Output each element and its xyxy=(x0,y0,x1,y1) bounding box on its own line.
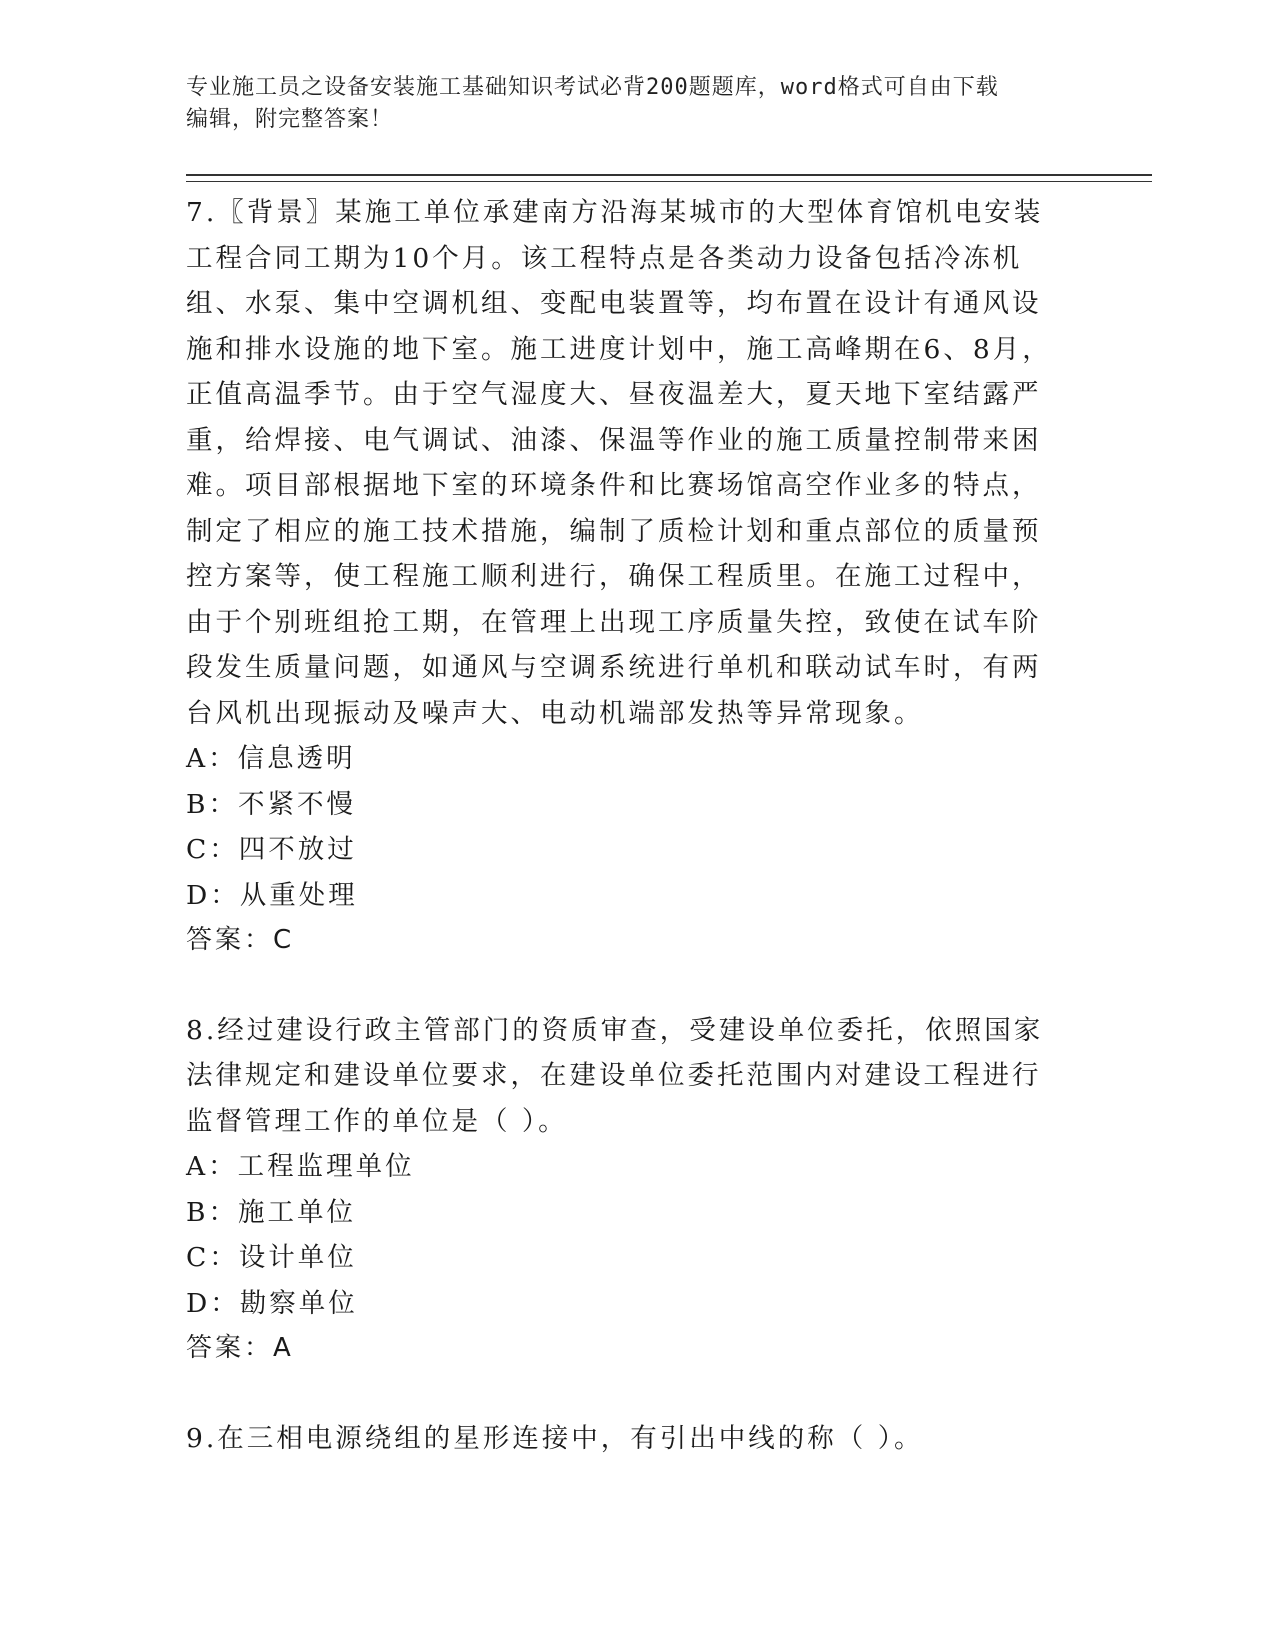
option-b: B：不紧不慢 xyxy=(186,788,356,820)
option-d: D：从重处理 xyxy=(186,879,358,911)
option-a: A：信息透明 xyxy=(186,743,356,774)
option-b: B：施工单位 xyxy=(186,1196,356,1228)
document-header xyxy=(186,72,1066,136)
header-divider-thin xyxy=(186,181,1152,182)
header-title-line-1: 专业施工员之设备安装施工基础知识考试必背200题题库，word格式可自由下载 xyxy=(186,75,999,100)
question-7 xyxy=(186,190,1066,964)
option-c: C：设计单位 xyxy=(186,1242,357,1273)
question-list xyxy=(186,190,1066,1461)
answer-label: 答案：A xyxy=(186,1333,294,1363)
header-divider-thick xyxy=(186,174,1152,176)
option-a: A：工程监理单位 xyxy=(186,1151,415,1182)
question-stem: 8.经过建设行政主管部门的资质审查，受建设单位委托，依照国家法律规定和建设单位要求，在建设单位委托范围内对建设工程进行监督管理工作的单位是（ ）。 xyxy=(186,1014,1044,1137)
question-spacer xyxy=(186,964,1066,1008)
question-8 xyxy=(186,1008,1066,1372)
question-stem: 7.〖背景〗某施工单位承建南方沿海某城市的大型体育馆机电安装工程合同工期为10个月。该工程特点是各类动力设备包括冷冻机组、水泵、集中空调机组、变配电装置等，均布置在设计有通风设施和排水设施的地下室。施工进度计划中，施工高峰期在6、8月，正值高温季节。由于空气湿度大、昼夜温差大，夏天地下室结露严重，给焊接、电气调试、油漆、保温等作业的施工质量控制带来困难。项目部根据地下室的环境条件和比赛场馆高空作业多的特点，制定了相应的施工技术措施，编制了质检计划和重点部位的质量预控方案等，使工程施工顺利进行，确保工程质里。在施工过程中，由于个别班组抢工期，在管理上出现工序质量失控，致使在试车阶段发生质量问题，如通风与空调系统进行单机和联动试车时，有两台风机出现振动及噪声大、电动机端部发热等异常现象。 xyxy=(186,197,1052,729)
header-title-line-2: 编辑，附完整答案！ xyxy=(186,107,394,132)
option-d: D：勘察单位 xyxy=(186,1287,358,1319)
question-9 xyxy=(186,1416,1066,1462)
option-c: C：四不放过 xyxy=(186,834,357,865)
question-spacer xyxy=(186,1372,1066,1416)
answer-label: 答案：C xyxy=(186,925,295,955)
question-stem: 9.在三相电源绕组的星形连接中，有引出中线的称（ ）。 xyxy=(186,1422,924,1454)
